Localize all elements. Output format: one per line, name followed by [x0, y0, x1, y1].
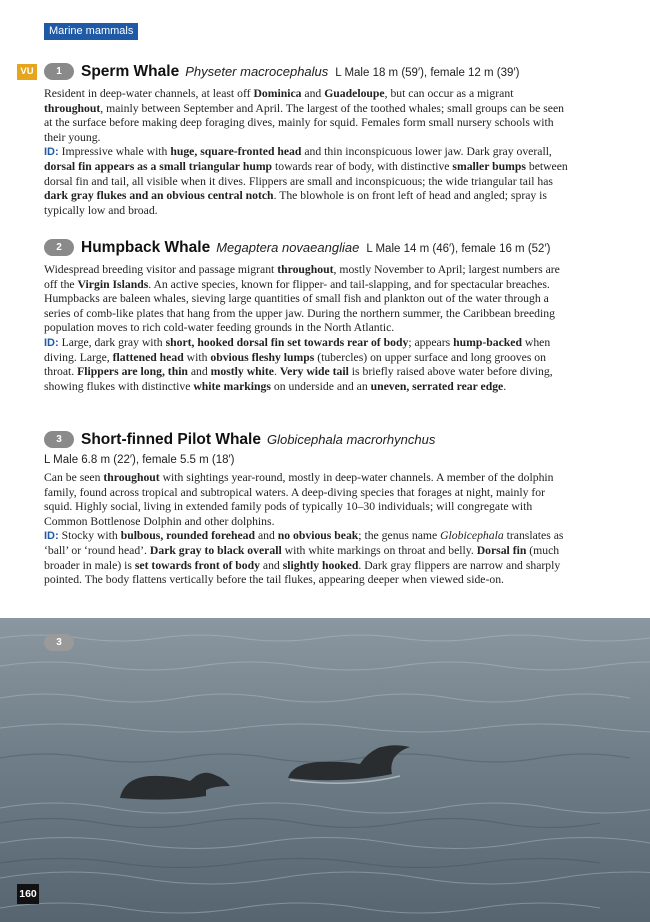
identification-text: ID: Large, dark gray with short, hooked dorsal fin set towards rear of body; appears hump-backed when diving. Large, flattened head with obvious fleshy lumps (tubercles) on upper surface and long grooves on throat. Flippers are long, thin and mostly white. Very wide tail is briefly raised above water before diving, showing flukes with distinctive white markings on underside and an uneven, serrated rear edge.	[44, 335, 553, 393]
photo-number-badge: 3	[44, 634, 74, 651]
id-label: ID:	[44, 146, 59, 159]
species-heading	[44, 431, 574, 450]
species-name: Sperm Whale	[81, 63, 180, 80]
species-description: Can be seen throughout with sightings year-round, mostly in deep-water channels. A member of the dolphin family, found across tropical and subtropical waters. A deep-diving species that forages at night, mainly for squid. Highly social, living in extended family pods of typically 10–30 individuals; will congregate with Common Bottlenose Dolphin and other dolphins.	[44, 471, 554, 528]
species-heading	[44, 239, 574, 258]
page-number: 160	[17, 884, 39, 904]
species-entry-humpback-whale	[44, 239, 574, 394]
scientific-name: Megaptera novaeangliae	[216, 240, 360, 255]
species-name: Humpback Whale	[81, 239, 211, 256]
species-entry-sperm-whale	[44, 63, 574, 218]
species-heading	[44, 63, 574, 82]
identification-text: ID: Stocky with bulbous, rounded forehead and no obvious beak; the genus name Globicephala translates as ‘ball’ or ‘round head’. Dark gray to black overall with white markings on throat and belly. Dorsal fin (much broader in male) is set towards front of body and slightly hooked. Dark gray flippers are narrow and sharply pointed. The body flattens vertically before the tail flukes, appearing deeper when viewed side-on.	[44, 529, 564, 587]
identification-text: ID: Impressive whale with huge, square-fronted head and thin inconspicuous lower jaw. Dark gray overall, dorsal fin appears as a small triangular hump towards rear of body, with distinctive smaller bumps between dorsal fin and tail, all visible when it dives. Flippers are small and inconspicuous; the wide triangular tail has dark gray flukes and an obvious central notch. The blowhole is on front left of head and angled; spray is typically low and broad.	[44, 145, 568, 217]
species-description: Widespread breeding visitor and passage migrant throughout, mostly November to April; largest numbers are off the Virgin Islands. An active species, known for flipper- and tail-slapping, and for spectacular breaches. Humpbacks are baleen whales, sieving large quantities of small fish and plankton out of the water through a series of comb-like plates that hang from the upper jaw. During the northern summer, the Caribbean breeding population moves to rich cold-water feeding grounds in the North Atlantic.	[44, 263, 560, 335]
id-label: ID:	[44, 336, 59, 349]
size-info: L Male 14 m (46′), female 16 m (52′)	[366, 243, 551, 255]
section-tag: Marine mammals	[44, 23, 138, 40]
species-number-badge: 1	[44, 63, 74, 80]
species-number-badge: 2	[44, 239, 74, 256]
scientific-name: Physeter macrocephalus	[185, 64, 329, 79]
species-description: Resident in deep-water channels, at least off Dominica and Guadeloupe, but can occur as a migrant throughout, mainly between September and April. The largest of the toothed whales; small groups can be seen at the surface before making deep foraging dives, mainly for squid. Females form small nursery schools with their young.	[44, 87, 564, 144]
size-info: L Male 6.8 m (22′), female 5.5 m (18′)	[44, 454, 235, 466]
species-entry-short-finned-pilot-whale	[44, 431, 574, 588]
scientific-name: Globicephala macrorhynchus	[266, 432, 436, 447]
pilot-whale-photo	[0, 618, 650, 922]
species-number-badge: 3	[44, 431, 74, 448]
id-label: ID:	[44, 530, 59, 543]
vulnerable-status-badge: VU	[17, 64, 37, 80]
species-name: Short-finned Pilot Whale	[81, 431, 261, 448]
size-info: L Male 18 m (59′), female 12 m (39′)	[335, 67, 520, 79]
